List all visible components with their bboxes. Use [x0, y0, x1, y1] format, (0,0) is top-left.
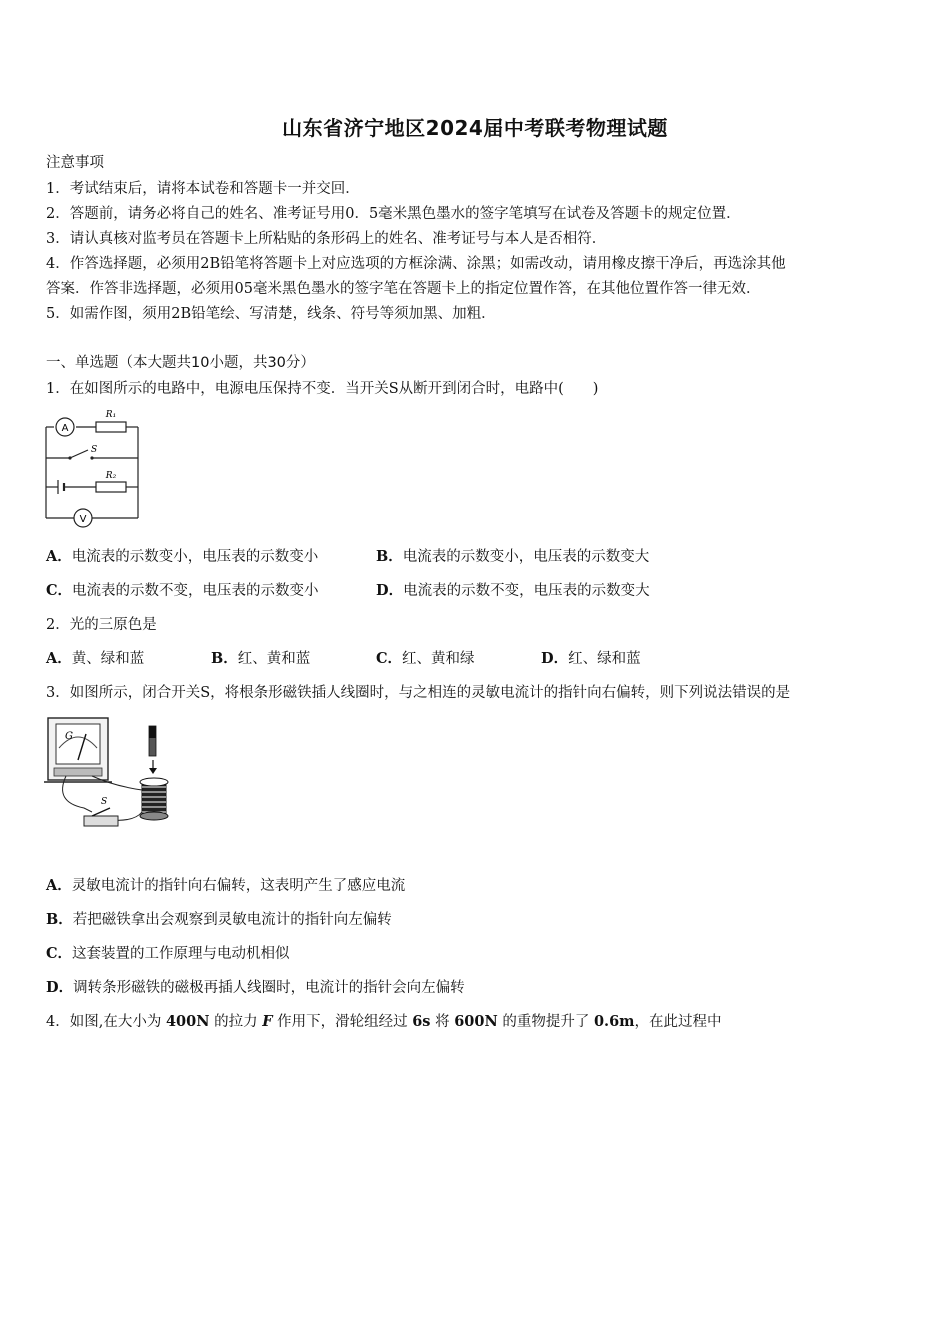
resistor-r1-icon [96, 422, 126, 432]
circuit-diagram [40, 405, 145, 529]
galvanometer-icon [44, 718, 112, 782]
q4-text: ，在此过程中 [634, 1014, 722, 1030]
option-letter: C． [46, 582, 73, 599]
option-a[interactable] [46, 647, 144, 668]
coil-icon [140, 778, 168, 820]
r1-label: R₁ [105, 410, 117, 420]
down-arrow-icon [149, 760, 157, 774]
option-b[interactable] [211, 647, 310, 668]
voltmeter-label: V [79, 514, 87, 525]
bar-magnet-icon [149, 726, 156, 756]
option-text: 电流表的示数不变，电压表的示数变小 [72, 583, 319, 599]
option-text: 红、黄和绿 [402, 651, 475, 667]
induction-apparatus-diagram [44, 712, 184, 840]
q4-weight: 600N [454, 1013, 498, 1030]
q4-text: 作用下，滑轮组经过 [277, 1014, 408, 1030]
option-b[interactable] [46, 908, 392, 929]
option-letter: B． [46, 911, 73, 928]
q4-force-variable: F [262, 1013, 273, 1030]
q4-force: 400N [165, 1013, 210, 1030]
option-text: 黄、绿和蓝 [71, 651, 145, 667]
notice-item: 答案．作答非选择题，必须用05毫米黑色墨水的签字笔在答题卡上的指定位置作答，在其他位置作答一律无效． [46, 281, 761, 297]
question-3-stem: 3．如图所示，闭合开关S，将根条形磁铁插人线圈时，与之相连的灵敏电流计的指针向右偏转，则下列说法错误的是 [46, 685, 791, 701]
option-text: 红、绿和蓝 [568, 651, 641, 667]
battery-icon [58, 480, 64, 494]
option-letter: D． [541, 650, 569, 667]
option-text: 若把磁铁拿出会观察到灵敏电流计的指针向左偏转 [72, 912, 392, 928]
option-b[interactable] [376, 545, 649, 566]
q4-text: 将 [435, 1014, 450, 1030]
question-2-stem: 2．光的三原色是 [46, 617, 157, 633]
question-4-stem [46, 1010, 722, 1031]
q4-time: 6s [412, 1013, 431, 1030]
notice-item: 2．答题前，请务必将自己的姓名、准考证号用0．5毫米黑色墨水的签字笔填写在试卷及答题卡的规定位置． [46, 206, 741, 222]
q4-height: 0.6m [593, 1013, 635, 1030]
switch-contact-icon [68, 456, 71, 459]
switch-label: S [91, 445, 98, 455]
option-c[interactable] [46, 942, 290, 963]
option-c[interactable] [46, 579, 319, 600]
notice-item: 3．请认真核对监考员在答题卡上所粘贴的条形码上的姓名、准考证号与本人是否相符． [46, 231, 607, 247]
option-d[interactable] [376, 579, 650, 600]
option-text: 这套装置的工作原理与电动机相似 [72, 946, 290, 962]
option-letter: C． [376, 650, 403, 667]
switch-label: S [101, 797, 108, 807]
option-letter: B． [376, 548, 403, 565]
option-a[interactable] [46, 545, 318, 566]
r2-label: R₂ [105, 471, 117, 481]
option-text: 红、黄和蓝 [237, 651, 311, 667]
option-letter: D． [376, 582, 404, 599]
galvanometer-label: G [65, 731, 73, 742]
notice-heading: 注意事项 [46, 155, 104, 171]
ammeter-label: A [61, 423, 69, 434]
option-a[interactable] [46, 874, 405, 895]
q4-text: 4．如图,在大小为 [46, 1014, 162, 1030]
question-1-stem: 1．在如图所示的电路中，电源电压保持不变．当开关S从断开到闭合时，电路中( ) [46, 381, 599, 397]
notice-item: 5．如需作图，须用2B铅笔绘、写清楚，线条、符号等须加黑、加粗． [46, 306, 496, 322]
option-letter: C． [46, 945, 73, 962]
option-d[interactable] [46, 976, 465, 997]
notice-item: 1．考试结束后，请将本试卷和答题卡一并交回． [46, 181, 360, 197]
section-heading: 一、单选题（本大题共10小题，共30分） [46, 355, 315, 371]
option-letter: A． [46, 877, 72, 894]
option-letter: A． [46, 650, 72, 667]
option-text: 灵敏电流计的指针向右偏转，这表明产生了感应电流 [71, 878, 406, 894]
notice-item: 4．作答选择题，必须用2B铅笔将答题卡上对应选项的方框涂满、涂黑；如需改动，请用橡皮擦干净后，再选涂其他 [46, 256, 786, 272]
option-d[interactable] [541, 647, 641, 668]
option-text: 电流表的示数变小，电压表的示数变大 [402, 549, 650, 565]
option-text: 调转条形磁铁的磁极再插人线圈时，电流计的指针会向左偏转 [73, 980, 465, 996]
option-c[interactable] [376, 647, 475, 668]
q4-text: 的拉力 [214, 1014, 258, 1030]
option-text: 电流表的示数不变，电压表的示数变大 [403, 583, 650, 599]
option-letter: D． [46, 979, 74, 996]
resistor-r2-icon [96, 482, 126, 492]
option-text: 电流表的示数变小，电压表的示数变小 [71, 549, 319, 565]
option-letter: B． [211, 650, 238, 667]
page-title: 山东省济宁地区2024届中考联考物理试题 [282, 116, 668, 140]
option-letter: A． [46, 548, 72, 565]
switch-contact-icon [90, 456, 93, 459]
q4-text: 的重物提升了 [502, 1014, 590, 1030]
